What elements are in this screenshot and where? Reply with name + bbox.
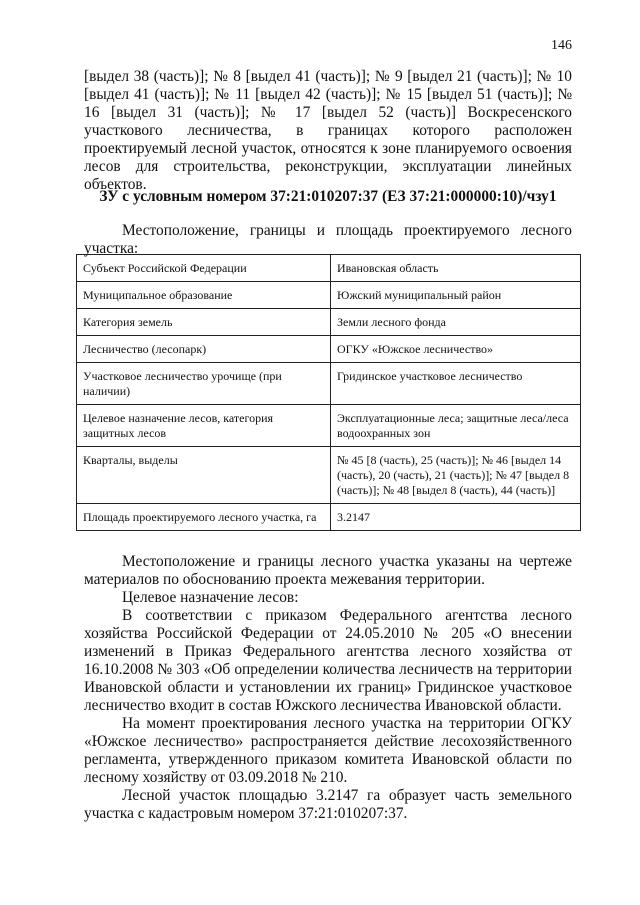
table-label: Субъект Российской Федерации [77, 255, 331, 282]
table-value: Южский муниципальный район [331, 282, 581, 309]
table-row [77, 255, 581, 282]
table-row [77, 447, 581, 504]
table-value: Гридинское участковое лесничество [331, 363, 581, 405]
body-text [84, 553, 572, 823]
table-value: № 45 [8 (часть), 25 (часть)]; № 46 [выдел 14 (часть), 20 (часть), 21 (часть)]; № 47 [выдел 8 (часть)]; № 48 [выдел 8 (часть), 44 (часть)] [331, 447, 581, 504]
table-row [77, 405, 581, 447]
table-label: Участковое лесничество урочище (при наличии) [77, 363, 331, 405]
table-label: Муниципальное образование [77, 282, 331, 309]
section-heading: ЗУ с условным номером 37:21:010207:37 (ЕЗ 37:21:000000:10)/чзу1 [99, 188, 557, 205]
table-label: Кварталы, выделы [77, 447, 331, 504]
table-intro: Местоположение, границы и площадь проектируемого лесного участка: [84, 222, 572, 257]
table-value: 3.2147 [331, 504, 581, 531]
table-value: Эксплуатационные леса; защитные леса/леса водоохранных зон [331, 405, 581, 447]
table-label: Площадь проектируемого лесного участка, га [77, 504, 331, 531]
table-value: ОГКУ «Южское лесничество» [331, 336, 581, 363]
top-paragraph: [выдел 38 (часть)]; № 8 [выдел 41 (часть)]; № 9 [выдел 21 (часть)]; № 10 [выдел 41 (часть)]; № 11 [выдел 42 (часть)]; № 15 [выдел 51 (часть)]; № 16 [выдел 31 (часть)]; № 17 [выдел 52 (часть)] Воскресенского участкового лесничества, в границах которого расположен проектируемый лесной участок, относятся к зоне планируемого освоения лесов для строительства, реконструкции, эксплуатации линейных объектов. [84, 68, 572, 193]
table-row [77, 363, 581, 405]
table-row [77, 504, 581, 531]
table-row [77, 309, 581, 336]
table-label: Целевое назначение лесов, категория защитных лесов [77, 405, 331, 447]
body-paragraph: На момент проектирования лесного участка на территории ОГКУ «Южское лесничество» распространяется действие лесохозяйственного регламента, утвержденного приказом комитета Ивановской области по лесному хозяйству от 03.09.2018 № 210. [84, 715, 572, 786]
body-paragraph: Лесной участок площадью 3.2147 га образует часть земельного участка с кадастровым номером 37:21:010207:37. [84, 787, 572, 822]
body-paragraph: В соответствии с приказом Федерального агентства лесного хозяйства Российской Федерации от 24.05.2010 № 205 «О внесении изменений в Приказ Федерального агентства лесного хозяйства от 16.10.2008 № 303 «Об определении количества лесничеств на территории Ивановской области и установлении их границ» Гридинское участковое лесничество входит в состав Южского лесничества Ивановской области. [84, 607, 572, 714]
land-plot-table [76, 254, 581, 531]
table-row [77, 336, 581, 363]
table-label: Лесничество (лесопарк) [77, 336, 331, 363]
body-paragraph: Местоположение и границы лесного участка указаны на чертеже материалов по обоснованию проекта межевания территории. [84, 553, 572, 588]
table-label: Категория земель [77, 309, 331, 336]
table-row [77, 282, 581, 309]
table-value: Земли лесного фонда [331, 309, 581, 336]
page-number: 146 [551, 38, 572, 53]
table-value: Ивановская область [331, 255, 581, 282]
body-paragraph: Целевое назначение лесов: [122, 589, 299, 606]
